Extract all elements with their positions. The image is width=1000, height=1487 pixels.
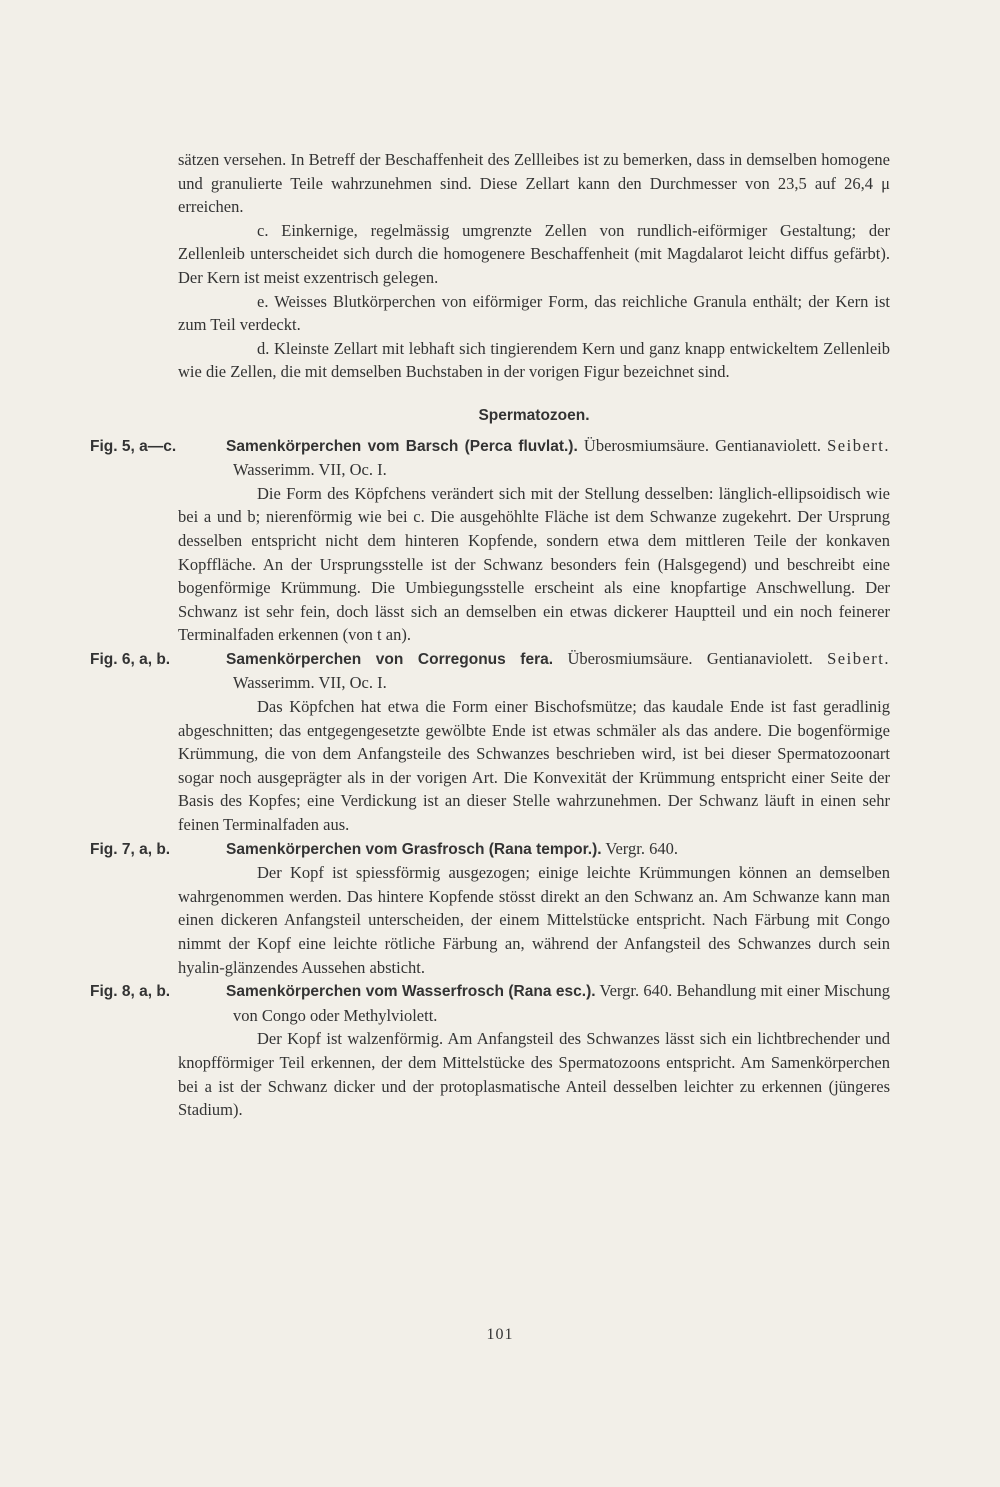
paragraph-d: d. Kleinste Zellart mit lebhaft sich tingierendem Kern und ganz knapp entwickeltem Zellenleib wie die Zellen, die mit demselben Buchstaben in der vorigen Figur bezeichnet sind. bbox=[178, 338, 890, 382]
paragraph-c: c. Einkernige, regelmässig umgrenzte Zellen von rundlich-eiförmiger Gestaltung; der Zellenleib unterscheidet sich durch die homogenere Beschaffenheit (mit Magdalarot leicht diffus gefärbt). Der Kern ist meist exzentrisch gelegen. bbox=[178, 220, 890, 287]
figure-caption-6 bbox=[90, 647, 890, 695]
paragraph-continuation: sätzen versehen. In Betreff der Beschaffenheit des Zellleibes ist zu bemerken, dass in demselben homogene und granulierte Teile wahrzunehmen sind. Diese Zellart kann den Durchmesser von 23,5 auf 26,4 μ erreichen. bbox=[178, 150, 890, 217]
figure-body-8: Der Kopf ist walzenförmig. Am Anfangsteil des Schwanzes lässt sich ein lichtbrechender und knopfförmiger Teil erkennen, der dem Mittelstücke des Spermatozoons entspricht. Am Samenkörperchen bei a ist der Schwanz dicker und der protoplasmatische Anteil desselben leichter zu erkennen (jüngeres Stadium). bbox=[178, 1029, 890, 1120]
figure-caption-7 bbox=[90, 837, 890, 862]
figure-method: Überosmiumsäure. Gentianaviolett. bbox=[583, 435, 821, 455]
figure-method: Überosmiumsäure. Gentianaviolett. bbox=[567, 648, 813, 668]
figure-caption-8 bbox=[90, 979, 890, 1027]
figure-caption-5 bbox=[90, 434, 890, 482]
figure-body-5: Die Form des Köpfchens verändert sich mit der Stellung desselben: länglich-ellipsoidisch wie bei a und b; nierenförmig wie bei c. Die ausgehöhlte Fläche ist dem Schwanze zugekehrt. Der Ursprung desselben entspricht nicht dem hinteren Kopfende, sondern etwa dem mittleren Teile der konkaven Kopffläche. An der Ursprungsstelle ist der Schwanz besonders fein (Halsgegend) und beschreibt eine bogenförmige Krümmung. Die Umbiegungsstelle erscheint als eine knopfartige Anschwellung. Der Schwanz ist sehr fein, doch lässt sich an demselben ein etwas dickerer Hauptteil und ein noch feinerer Terminalfaden erkennen (von t an). bbox=[178, 483, 890, 645]
figure-title: Samenkörperchen vom Barsch (Perca fluvlat.). bbox=[226, 437, 578, 455]
section-heading: Spermatozoen. bbox=[478, 406, 590, 424]
figure-method-rest: Wasserimm. VII, Oc. I. bbox=[233, 460, 387, 480]
figure-method-spaced: Seibert. bbox=[827, 435, 890, 455]
figure-title: Samenkörperchen vom Wasserfrosch (Rana esc.). bbox=[226, 983, 596, 1001]
figure-title: Samenkörperchen von Corregonus fera. bbox=[226, 650, 554, 668]
figure-method-spaced: Seibert. bbox=[827, 648, 890, 668]
figure-label: Fig. 5, a—c. bbox=[90, 437, 177, 455]
figure-body-6: Das Köpfchen hat etwa die Form einer Bischofsmütze; das kaudale Ende ist fast geradlinig abgeschnitten; das entgegengesetzte gewölbte Ende ist etwas schmäler als das andere. Die bogenförmige Krümmung, die von dem Anfangsteile des Schwanzes beschrieben wird, ist bei dieser Spermatozoonart sogar noch ausgeprägter als in der vorigen Art. Die Konvexität der Krümmung entspricht einer Seite der Basis des Kopfes; eine Verdickung ist an dieser Stelle wahrzunehmen. Der Schwanz läuft in einen sehr feinen Terminalfaden aus. bbox=[178, 697, 890, 835]
page-number: 101 bbox=[486, 1326, 514, 1343]
figure-method: Vergr. 640. bbox=[605, 838, 678, 858]
paragraph-e: e. Weisses Blutkörperchen von eiförmiger Form, das reichliche Granula enthält; der Kern ist zum Teil verdeckt. bbox=[178, 291, 890, 335]
figure-label: Fig. 6, a, b. bbox=[90, 650, 171, 668]
figure-label: Fig. 8, a, b. bbox=[90, 983, 171, 1001]
figure-method: Vergr. 640. Behandlung mit einer Mischung von Congo oder Methylviolett. bbox=[233, 981, 890, 1025]
text-block bbox=[90, 148, 890, 1122]
figure-body-7: Der Kopf ist spiessförmig ausgezogen; einige leichte Krümmungen können an demselben wahrgenommen werden. Das hintere Kopfende stösst direkt an den Schwanz an. Am Schwanze kann man einen dickeren Anfangsteil unterscheiden, der einem Mittelstücke entspricht. Nach Färbung mit Congo nimmt der Kopf eine leichte rötliche Färbung an, während der Anfangsteil des Schwanzes durch sein hyalin-glänzendes Aussehen absticht. bbox=[178, 863, 890, 977]
figure-label: Fig. 7, a, b. bbox=[90, 840, 171, 858]
figure-method-rest: Wasserimm. VII, Oc. I. bbox=[233, 673, 387, 693]
figure-title: Samenkörperchen vom Grasfrosch (Rana tempor.). bbox=[226, 840, 602, 858]
